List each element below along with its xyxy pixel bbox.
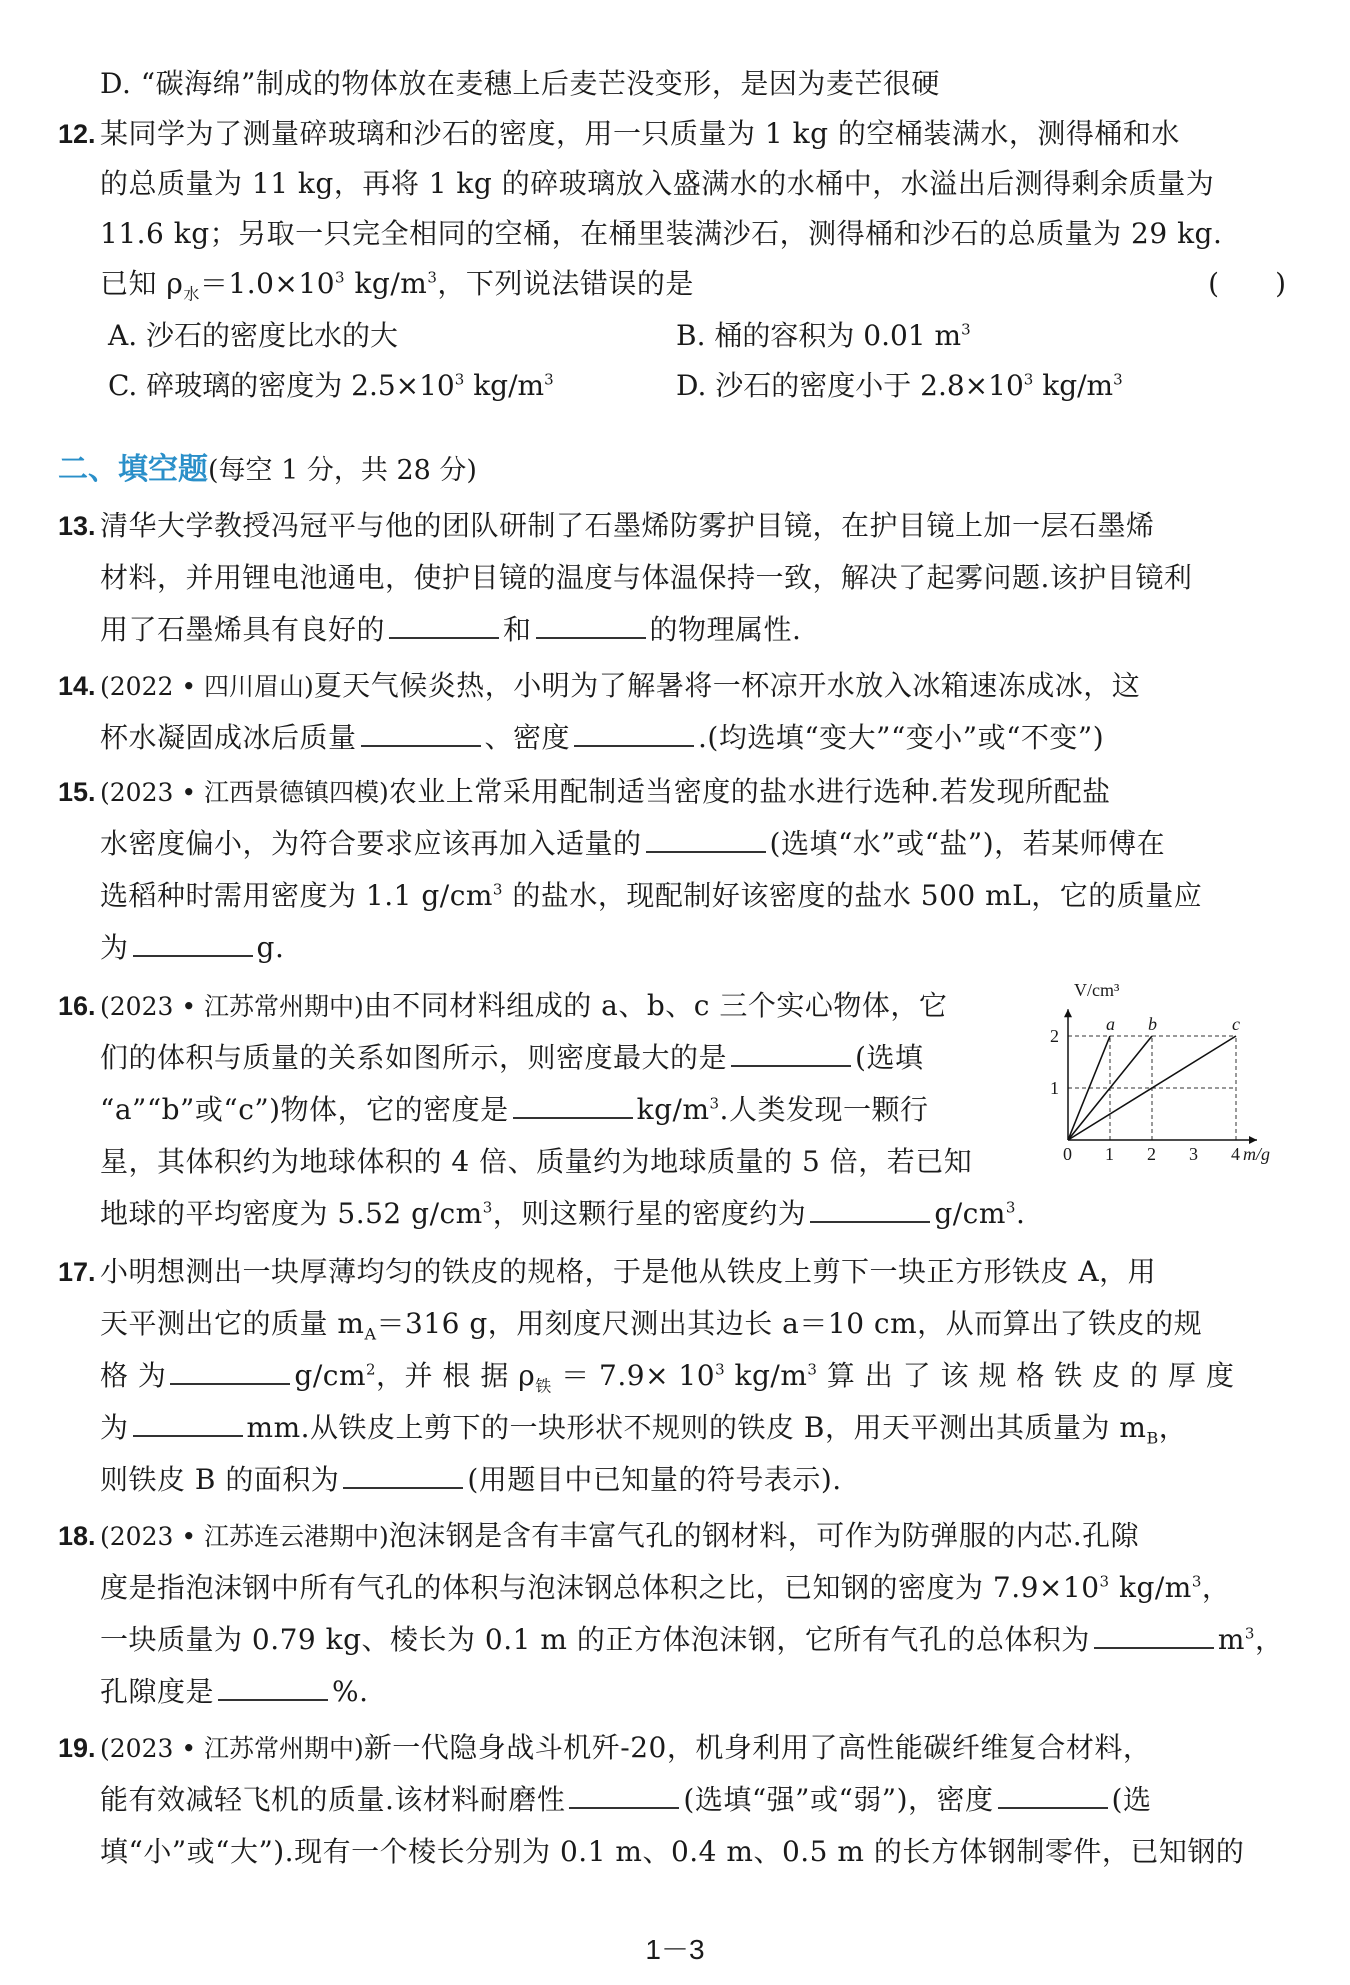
q19-line-3: 填“小”或“大”).现有一个棱长分别为 0.1 m、0.4 m、0.5 m 的长方体钢制零件，已知钢的 [100, 1835, 1245, 1868]
q12-option-c: C. 碎玻璃的密度为 $2.5\times 10^3$ $kg/m^3$ [108, 369, 554, 402]
section-2-title: 二、填空题(每空 1 分，共 28 分) [58, 453, 477, 486]
q18-blank-1[interactable] [1094, 1617, 1214, 1649]
q13-line-3: 用了石墨烯具有良好的 和 的物理属性. [100, 606, 1290, 654]
q11-option-d: D. “碳海绵”制成的物体放在麦穗上后麦芒没变形，是因为麦芒很硬 [100, 67, 940, 100]
q16-number: 16. [58, 991, 96, 1021]
y-axis-label: V/cm³ [1074, 980, 1120, 1000]
series-label-a: a [1106, 1014, 1115, 1034]
q12-line-3: 11.6 kg；另取一只完全相同的空桶，在桶里装满沙石，测得桶和沙石的总质量为 29 kg. [100, 217, 1223, 250]
q17-blank-3[interactable] [343, 1457, 463, 1489]
q13-line-1: 清华大学教授冯冠平与他的团队研制了石墨烯防雾护目镜，在护目镜上加一层石墨烯 [100, 509, 1155, 542]
q13-line-2: 材料，并用锂电池通电，使护目镜的温度与体温保持一致，解决了起雾问题.该护目镜利 [100, 561, 1193, 594]
q19-line-2: 能有效减轻飞机的质量.该材料耐磨性 (选填“强”或“弱”)，密度 (选 [100, 1776, 1290, 1824]
q12-option-b: B. 桶的容积为 0.01 $m^3$ [676, 319, 971, 352]
y-axis-arrow [1064, 1009, 1072, 1017]
q12-number: 12. [58, 119, 96, 149]
series-label-b: b [1148, 1014, 1157, 1034]
q14-blank-2[interactable] [574, 715, 694, 747]
q17-line-2: 天平测出它的质量 $m_A=316$ g，用刻度尺测出其边长 a＝10 cm，从而算出了铁皮的规 [100, 1307, 1203, 1344]
x-tick-label-0: 0 [1063, 1144, 1072, 1164]
q19-line-1: (2023 • 江苏常州期中)新一代隐身战斗机歼-20，机身利用了高性能碳纤维复合材料， [100, 1731, 1152, 1764]
q19-blank-2[interactable] [998, 1777, 1108, 1809]
q13-blank-2[interactable] [536, 607, 646, 639]
q19-blank-1[interactable] [569, 1777, 679, 1809]
q18-number: 18. [58, 1521, 96, 1551]
q16-blank-2[interactable] [513, 1087, 633, 1119]
q13-blank-1[interactable] [389, 607, 499, 639]
q12-option-d: D. 沙石的密度小于 $2.8\times 10^3$ $kg/m^3$ [676, 369, 1123, 402]
q16-line-4: 星，其体积约为地球体积的 4 倍、质量约为地球质量的 5 倍，若已知 [100, 1145, 973, 1178]
x-tick-label-4: 4 [1231, 1144, 1240, 1164]
x-tick-label-2: 2 [1147, 1144, 1156, 1164]
q15-line-3: 选稻种时需用密度为 1.1 $g/cm^3$ 的盐水，现配制好该密度的盐水 500 mL，它的质量应 [100, 879, 1203, 912]
q12-line-1: 某同学为了测量碎玻璃和沙石的密度，用一只质量为 1 kg 的空桶装满水，测得桶和水 [100, 117, 1180, 150]
q18-line-3: 一块质量为 0.79 kg、棱长为 0.1 m 的正方体泡沫钢，它所有气孔的总体积为 $m^3$， [100, 1616, 1290, 1664]
y-tick-label-1: 1 [1050, 1078, 1059, 1098]
q14-blank-1[interactable] [361, 715, 481, 747]
q14-line-1: (2022 • 四川眉山)夏天气候炎热，小明为了解暑将一杯凉开水放入冰箱速冻成冰，这 [100, 669, 1141, 702]
q15-blank-2[interactable] [133, 925, 253, 957]
q16-line-3: “a”“b”或“c”)物体，它的密度是 $kg/m^3$.人类发现一颗行 [100, 1086, 1020, 1134]
q14-number: 14. [58, 671, 96, 701]
q18-line-2: 度是指泡沫钢中所有气孔的体积与泡沫钢总体积之比，已知钢的密度为 $7.9\times 10^3$ $kg/m^3$， [100, 1571, 1231, 1604]
y-tick-label-2: 2 [1050, 1026, 1059, 1046]
x-tick-label-1: 1 [1105, 1144, 1114, 1164]
q17-number: 17. [58, 1257, 96, 1287]
q15-line-1: (2023 • 江西景德镇四模)农业上常采用配制适当密度的盐水进行选种.若发现所配盐 [100, 775, 1111, 808]
x-axis-arrow [1249, 1136, 1257, 1144]
q16-line-1: (2023 • 江苏常州期中)由不同材料组成的 a、b、c 三个实心物体，它 [100, 989, 948, 1022]
q12-line-2: 的总质量为 11 kg，再将 1 kg 的碎玻璃放入盛满水的水桶中，水溢出后测得剩余质量为 [100, 167, 1215, 200]
q17-line-5: 则铁皮 B 的面积为 (用题目中已知量的符号表示). [100, 1456, 1290, 1504]
q12-line-4: 已知 $\rho_水=1.0\times 10^3$ $kg/m^3$，下列说法错误的是 [100, 267, 694, 304]
q16-line-2: 们的体积与质量的关系如图所示，则密度最大的是 (选填 [100, 1034, 1020, 1082]
series-label-c: c [1232, 1014, 1240, 1034]
q19-number: 19. [58, 1733, 96, 1763]
q12-option-a: A. 沙石的密度比水的大 [108, 319, 399, 352]
q15-line-2: 水密度偏小，为符合要求应该再加入适量的 (选填“水”或“盐”)，若某师傅在 [100, 820, 1290, 868]
section-2-note: (每空 1 分，共 28 分) [208, 455, 477, 486]
volume-mass-graph [1040, 980, 1290, 1180]
page-number: 1－3 [645, 1934, 705, 1965]
graph-labels [1050, 980, 1270, 1164]
q16-blank-1[interactable] [731, 1035, 851, 1067]
q14-line-2: 杯水凝固成冰后质量 、密度 .(均选填“变大”“变小”或“不变”) [100, 714, 1290, 762]
q17-blank-1[interactable] [170, 1353, 290, 1385]
q15-number: 15. [58, 777, 96, 807]
q17-line-4: 为 mm.从铁皮上剪下的一块形状不规则的铁皮 B，用天平测出其质量为 $m_B$， [100, 1404, 1290, 1452]
q18-line-1: (2023 • 江苏连云港期中)泡沫钢是含有丰富气孔的钢材料，可作为防弹服的内芯.孔隙 [100, 1519, 1140, 1552]
q17-line-1: 小明想测出一块厚薄均匀的铁皮的规格，于是他从铁皮上剪下一块正方形铁皮 A，用 [100, 1255, 1157, 1288]
q18-blank-2[interactable] [218, 1669, 328, 1701]
q17-line-3: 格 为 $g/cm^2$，并 根 据 $\rho_铁 = 7.9\times 10^3$ $kg/m^3$ 算 出 了 该 规 格 铁 皮 的 厚 度 [100, 1352, 1290, 1400]
q18-line-4: 孔隙度是 %. [100, 1668, 1290, 1716]
q12-answer-paren[interactable]: ( ) [1208, 267, 1286, 300]
q16-blank-3[interactable] [810, 1191, 930, 1223]
q13-number: 13. [58, 511, 96, 541]
q15-blank-1[interactable] [646, 821, 766, 853]
q17-blank-2[interactable] [133, 1405, 243, 1437]
x-tick-label-3: 3 [1189, 1144, 1198, 1164]
x-axis-label: m/g [1243, 1144, 1270, 1164]
q16-line-5: 地球的平均密度为 5.52 $g/cm^3$，则这颗行星的密度约为 $g/cm^3$. [100, 1190, 1290, 1238]
q15-line-4: 为 g. [100, 924, 1290, 972]
